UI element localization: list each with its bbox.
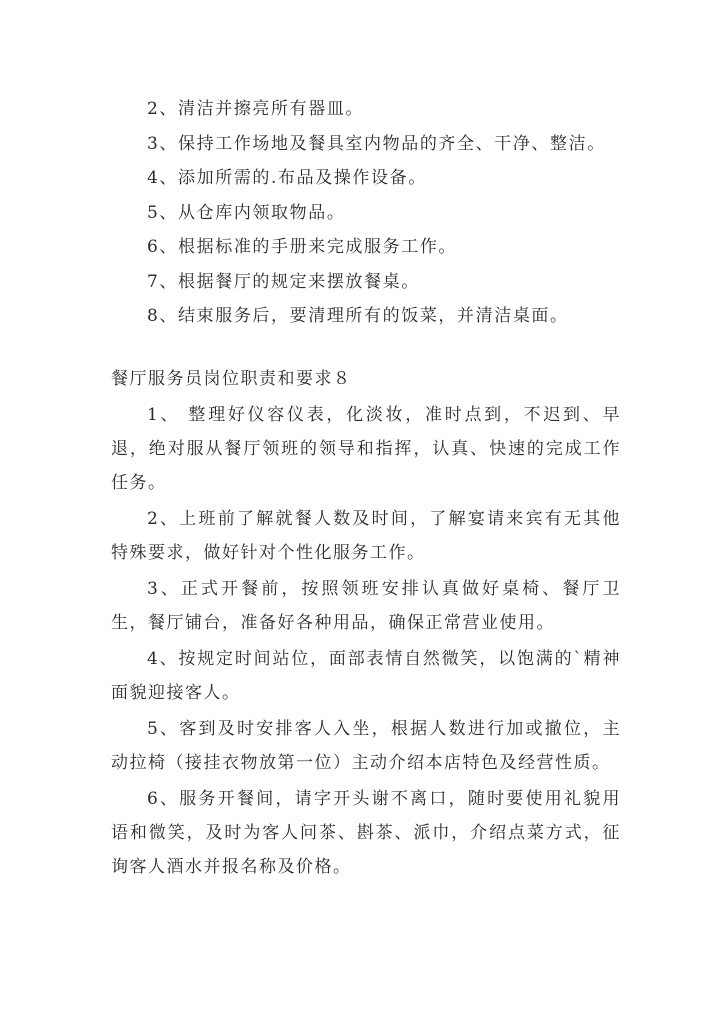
list-item: 4、添加所需的.布品及操作设备。 (147, 168, 427, 188)
list-item: 3、保持工作场地及餐具室内物品的齐全、干净、整洁。 (147, 133, 606, 154)
paragraph: 4、按规定时间站位，面部表情自然微笑，以饱满的`精神面貌迎接客人。 (111, 649, 621, 703)
requirements-body (111, 398, 621, 886)
section-title: 餐厅服务员岗位职责和要求８ (111, 369, 352, 389)
list-item: 7、根据餐厅的规定来摆放餐桌。 (147, 271, 420, 292)
list-item: 2、清洁并擦亮所有器皿。 (147, 99, 365, 119)
paragraph: 1、 整理好仪容仪表，化淡妆，准时点到，不迟到、早退，绝对服从餐厅领班的领导和指挥，认真、快速的完成工作任务。 (111, 405, 621, 493)
paragraph: 3、正式开餐前，按照领班安排认真做好桌椅、餐厅卫生，餐厅铺台，准备好各种用品，确保正常营业使用。 (111, 579, 621, 633)
paragraph: 5、客到及时安排客人入坐，根据人数进行加或撤位，主动拉椅（接挂衣物放第一位）主动介绍本店特色及经营性质。 (111, 719, 621, 773)
paragraph: 2、上班前了解就餐人数及时间，了解宴请来宾有无其他特殊要求，做好针对个性化服务工作。 (111, 509, 621, 563)
list-item: 5、从仓库内领取物品。 (147, 202, 346, 223)
list-item: 6、根据标准的手册来完成服务工作。 (147, 237, 458, 257)
list-item: 8、结束服务后，要清理所有的饭菜，并清洁桌面。 (147, 306, 569, 326)
paragraph: 6、服务开餐间，请字开头谢不离口，随时要使用礼貌用语和微笑，及时为客人问茶、斟茶、派巾，介绍点菜方式，征询客人酒水并报名称及价格。 (111, 789, 621, 877)
duty-list (147, 92, 667, 334)
